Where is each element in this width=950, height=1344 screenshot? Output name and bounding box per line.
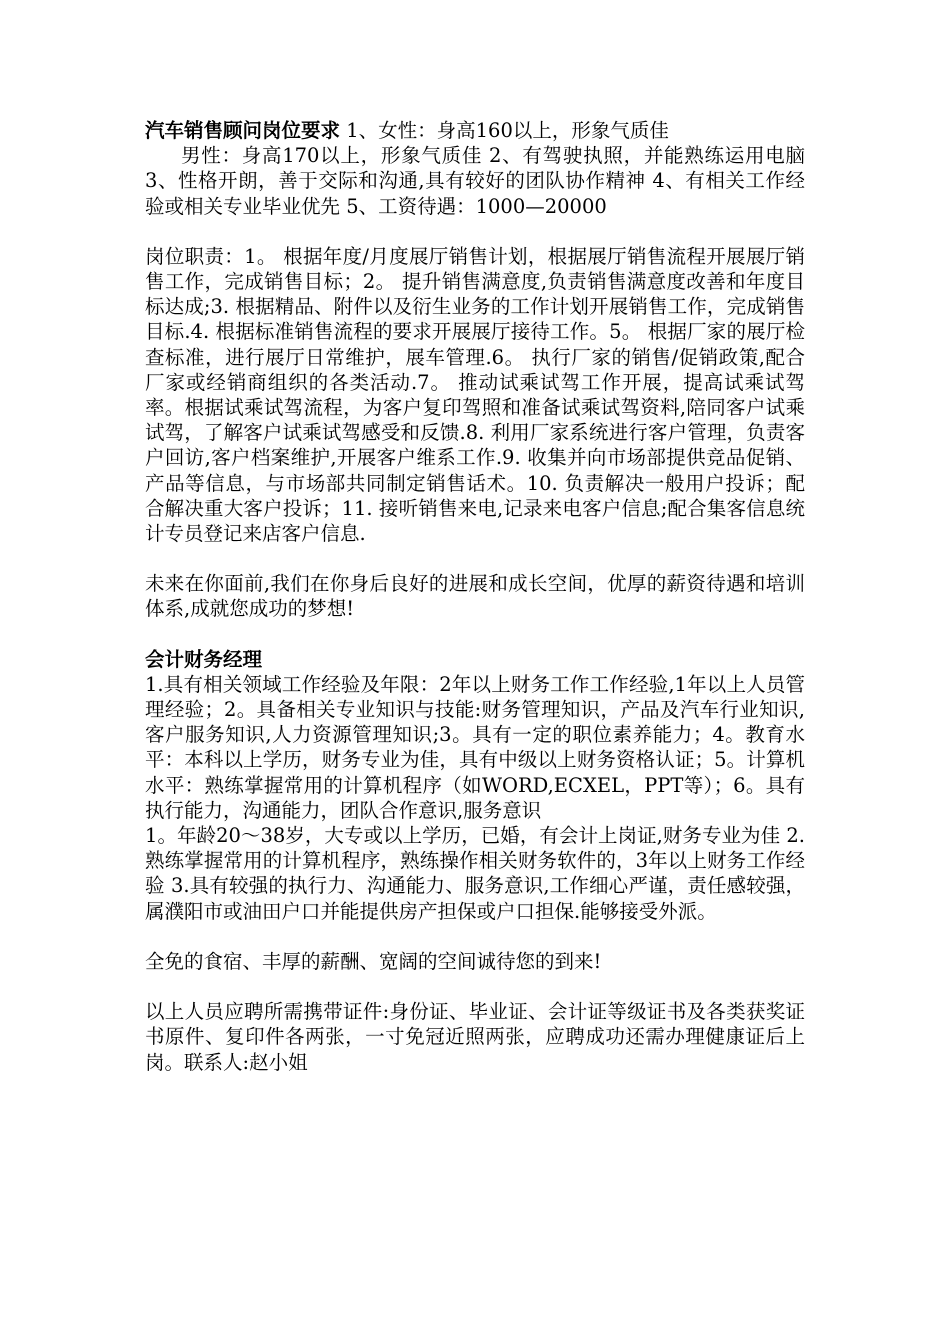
accounting-manager-heading: 会计财务经理	[145, 647, 263, 671]
document-page	[145, 118, 805, 1075]
sales-requirement-line1: 1、女性：身高160以上，形象气质佳	[346, 119, 669, 142]
sales-requirement-rest: 男性：身高170以上，形象气质佳 2、有驾驶执照，并能熟练运用电脑 3、性格开朗，善于交际和沟通,具有较好的团队协作精神 4、有相关工作经验或相关专业毕业优先 5、工资待遇：1000—20000	[145, 144, 805, 218]
sales-consultant-heading: 汽车销售顾问岗位要求	[145, 119, 341, 142]
accounting-requirements-paragraph-2: 1。年龄20～38岁，大专或以上学历，已婚，有会计上岗证,财务专业为佳 2.熟练掌握常用的计算机程序，熟练操作相关财务软件的，3年以上财务工作经验 3.具有较强的执行力、沟通能力、服务意识,工作细心严谨，责任感较强，属濮阳市或油田户口并能提供房产担保或户口担保.能够接受外派。	[145, 824, 805, 923]
accounting-closing-paragraph: 全免的食宿、丰厚的薪酬、宽阔的空间诚待您的到来!	[145, 949, 602, 973]
documents-contact-paragraph: 以上人员应聘所需携带证件:身份证、毕业证、会计证等级证书及各类获奖证书原件、复印件各两张，一寸免冠近照两张，应聘成功还需办理健康证后上岗。联系人:赵小姐	[145, 1000, 805, 1074]
sales-requirements-paragraph	[145, 118, 805, 219]
sales-closing-paragraph: 未来在你面前,我们在你身后良好的进展和成长空间，优厚的薪资待遇和培训体系,成就您成功的梦想!	[145, 572, 805, 621]
sales-duties-paragraph: 岗位职责：1。 根据年度/月度展厅销售计划，根据展厅销售流程开展展厅销售工作，完成销售目标；2。 提升销售满意度,负责销售满意度改善和年度目标达成;3. 根据精品、附件以及衍生业务的工作计划开展销售工作，完成销售目标.4. 根据标准销售流程的要求开展展厅接待工作。5。 根据厂家的展厅检查标准，进行展厅日常维护，展车管理.6。 执行厂家的销售/促销政策,配合厂家或经销商组织的各类活动.7。 推动试乘试驾工作开展，提高试乘试驾率。根据试乘试驾流程，为客户复印驾照和准备试乘试驾资料,陪同客户试乘试驾，了解客户试乘试驾感受和反馈.8. 利用厂家系统进行客户管理，负责客户回访,客户档案维护,开展客户维系工作.9. 收集并向市场部提供竞品促销、产品等信息，与市场部共同制定销售话术。10. 负责解决一般用户投诉；配合解决重大客户投诉；11. 接听销售来电,记录来电客户信息;配合集客信息统计专员登记来店客户信息.	[145, 244, 805, 546]
accounting-requirements-paragraph-1: 1.具有相关领域工作经验及年限：2年以上财务工作工作经验,1年以上人员管理经验；2。具备相关专业知识与技能:财务管理知识，产品及汽车行业知识,客户服务知识,人力资源管理知识;3。具有一定的职位素养能力；4。教育水平：本科以上学历，财务专业为佳，具有中级以上财务资格认证；5。计算机水平：熟练掌握常用的计算机程序（如WORD,ECXEL，PPT等）；6。具有执行能力，沟通能力，团队合作意识,服务意识	[145, 672, 805, 822]
